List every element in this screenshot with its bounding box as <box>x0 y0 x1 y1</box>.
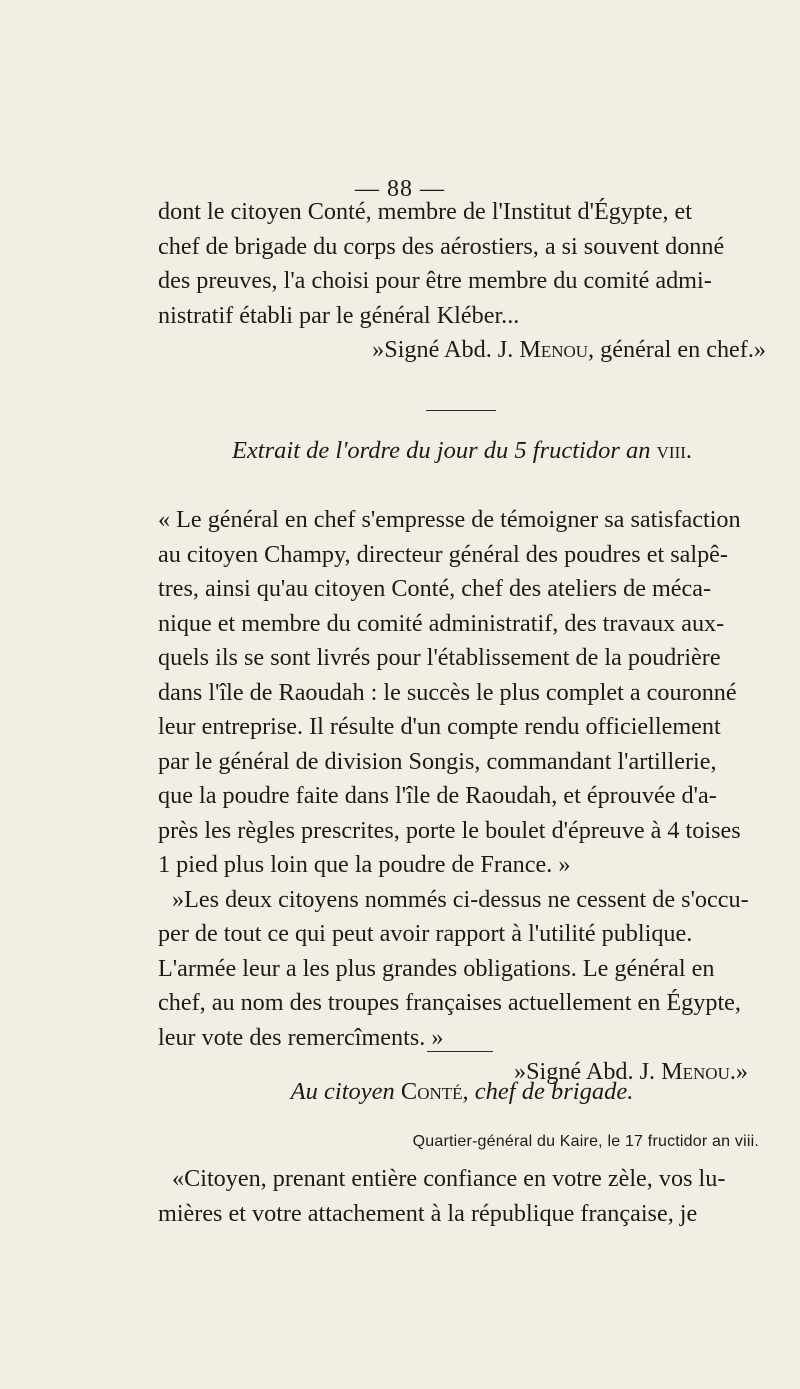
dateline: Quartier-général du Kaire, le 17 fructidor an viii. <box>412 1133 759 1150</box>
text-line: des preuves, l'a choisi pour être membre du comité admi- <box>158 267 712 294</box>
signature-suffix: , général en chef.» <box>588 336 766 363</box>
heading-text: Extrait de l'ordre du jour du 5 fructidor an <box>231 437 657 464</box>
signature-prefix: »Signé Abd. J. <box>513 1058 662 1085</box>
text-line: «Citoyen, prenant entière confiance en votre zèle, vos lu- <box>172 1165 726 1192</box>
text-line: que la poudre faite dans l'île de Raoudah, et éprouvée d'a- <box>158 782 717 809</box>
text-line: »Les deux citoyens nommés ci-dessus ne cessent de s'occu- <box>172 885 749 913</box>
signature-prefix: »Signé Abd. J. <box>372 336 520 363</box>
text-line: L'armée leur a les plus grandes obligations. Le général en <box>158 954 715 982</box>
letter-heading <box>158 1078 766 1106</box>
section-divider <box>427 1051 493 1052</box>
heading-roman-numeral: viii. <box>656 437 693 464</box>
signature-name: Menou <box>661 1058 730 1085</box>
text-line: quels ils se sont livrés pour l'établissement de la poudrière <box>158 644 721 671</box>
text-line: tres, ainsi qu'au citoyen Conté, chef des ateliers de méca- <box>158 575 712 602</box>
text-line: mières et votre attachement à la république française, je <box>158 1199 698 1227</box>
text-line: per de tout ce qui peut avoir rapport à l'utilité publique. <box>158 920 693 947</box>
heading-prefix: Au citoyen <box>290 1078 401 1105</box>
text-line: « Le général en chef s'empresse de témoigner sa satisfaction <box>158 506 741 533</box>
letter-text <box>158 1162 766 1231</box>
text-line: nique et membre du comité administratif, des travaux aux- <box>158 609 725 637</box>
signature-suffix: .» <box>729 1058 748 1085</box>
text-line: au citoyen Champy, directeur général des poudres et salpê- <box>158 540 728 568</box>
text-line: près les règles prescrites, porte le boulet d'épreuve à 4 toises <box>158 816 741 844</box>
signature-line <box>158 333 766 368</box>
text-line: dans l'île de Raoudah : le succès le plus complet a couronné <box>158 678 737 706</box>
heading-suffix: , chef de brigade. <box>462 1078 634 1105</box>
page-number: — 88 — <box>355 176 445 202</box>
section-divider <box>426 410 496 411</box>
text-line: leur entreprise. Il résulte d'un compte rendu officiellement <box>158 713 721 740</box>
order-of-day-text <box>158 503 766 1090</box>
text-line: dont le citoyen Conté, membre de l'Institut d'Égypte, et <box>158 198 693 225</box>
heading-name: Conté <box>400 1078 463 1105</box>
opening-paragraph <box>158 195 766 368</box>
text-line: par le général de division Songis, commandant l'artillerie, <box>158 747 717 775</box>
signature-name: Menou <box>519 336 589 363</box>
text-line: nistratif établi par le général Kléber... <box>158 301 520 329</box>
text-line: leur vote des remercîments. » <box>158 1023 444 1051</box>
text-line: chef, au nom des troupes françaises actuellement en Égypte, <box>158 989 741 1016</box>
text-line: chef de brigade du corps des aérostiers, a si souvent donné <box>158 232 725 260</box>
text-line: 1 pied plus loin que la poudre de France. » <box>158 851 571 878</box>
section-heading <box>158 437 766 465</box>
